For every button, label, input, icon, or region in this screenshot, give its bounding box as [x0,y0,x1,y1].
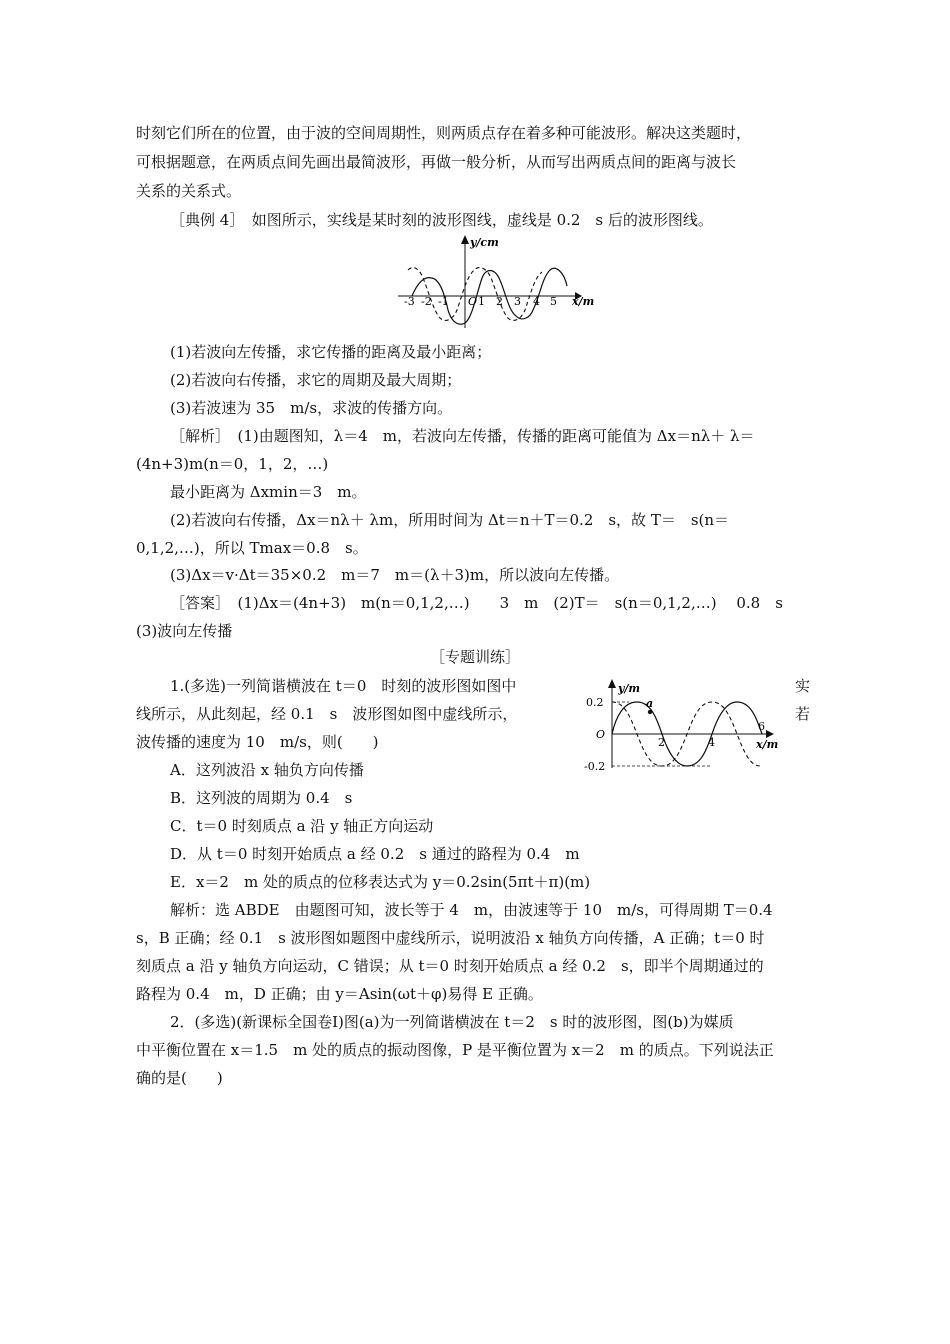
problem-2-line-1: 2．(多选)(新课标全国卷Ⅰ)图(a)为一列简谐横波在 t＝2 s 时的波形图，图(b)为媒质 [170,1013,734,1031]
y-axis-arrow [461,235,469,244]
problem-1-line-2: 线所示，从此刻起，经 0.1 s 波形图如图中虚线所示， [136,705,518,723]
tick-label: 1 [478,295,485,308]
tick-label: 4 [708,736,715,749]
analysis-line-3: 最小距离为 Δxmin＝3 m。 [170,483,367,501]
origin-label: O [468,295,478,308]
problem-2-line-2: 中平衡位置在 x＝1.5 m 处的质点的振动图像，P 是平衡位置为 x＝2 m 的质点。下列说法正 [136,1041,774,1059]
point-a [648,710,652,714]
section-title: ［专题训练］ [429,648,520,666]
y-bottom-label: -0.2 [584,760,606,772]
option-b: B．这列波的周期为 0.4 s [170,789,353,807]
origin-label: O [596,728,606,741]
wave-figure-1 [390,230,600,336]
problem-1-line-3: 波传播的速度为 10 m/s，则( ) [136,733,379,751]
solution-line-4: 路程为 0.4 m，D 正确；由 y＝Asin(ωt＋φ)易得 E 正确。 [136,985,543,1003]
problem-1-line-1-end: 实 [795,677,811,695]
tick-label: -2 [421,295,432,308]
y-axis-label: y/m [618,682,641,695]
y-axis-label: y/cm [470,236,499,249]
solution-line-2: s，B 正确；经 0.1 s 波形图如题图中虚线所示，说明波沿 x 轴负方向传播，A 正确；t＝0 时 [136,929,765,947]
intro-line-3: 关系的关系式。 [136,182,242,200]
tick-label: 6 [758,720,765,733]
solution-line-1: 解析：选 ABDE 由题图可知，波长等于 4 m，由波速等于 10 m/s，可得周期 T＝0.4 [170,901,773,919]
question-1: (1)若波向左传播，求它传播的距离及最小距离； [170,343,492,361]
option-a: A．这列波沿 x 轴负方向传播 [170,761,364,779]
tick-label: 3 [514,295,521,308]
analysis-line-5: 0,1,2,…)，所以 Tmax＝0.8 s。 [136,539,368,557]
x-axis-label: x/m [572,295,595,308]
y-axis-arrow [608,679,616,688]
analysis-line-4: (2)若波向右传播，Δx＝nλ＋ λm，所用时间为 Δt＝n＋T＝0.2 s，故 T＝ s(n＝ [170,511,730,529]
tick-label: -3 [404,295,415,308]
question-3: (3)若波速为 35 m/s，求波的传播方向。 [170,399,453,417]
tick-label: 2 [496,295,503,308]
tick-label: -1 [438,295,449,308]
tick-label: 4 [533,295,540,308]
option-d: D．从 t＝0 时刻开始质点 a 经 0.2 s 通过的路程为 0.4 m [170,845,580,863]
x-axis-label: x/m [756,738,779,751]
dashed-wave [408,268,542,321]
answer-line-2: (3)波向左传播 [136,622,233,640]
problem-1-line-1: 1.(多选)一列简谐横波在 t＝0 时刻的波形图如图中 [170,677,517,695]
question-2: (2)若波向右传播，求它的周期及最大周期； [170,371,462,389]
intro-line-1: 时刻它们所在的位置，由于波的空间周期性，则两质点存在着多种可能波形。解决这类题时， [136,124,752,142]
answer-line-1: ［答案］ (1)Δx＝(4n+3) m(n＝0,1,2,…) 3 m (2)T＝ s(n＝0,1,2,…) 0.8 s [170,594,783,612]
y-top-label: 0.2 [586,696,604,709]
analysis-line-6: (3)Δx＝v·Δt＝35×0.2 m＝7 m＝(λ＋3)m，所以波向左传播。 [170,566,620,584]
tick-label: 2 [658,736,665,749]
analysis-line-2: (4n+3)m(n＝0，1，2，…) [136,455,329,473]
option-e: E．x＝2 m 处的质点的位移表达式为 y＝0.2sin(5πt＋π)(m) [170,873,591,891]
problem-2-line-3: 确的是( ) [136,1069,223,1087]
point-a-label: a [646,697,654,710]
solution-line-3: 刻质点 a 沿 y 轴负方向运动，C 错误；从 t＝0 时刻开始质点 a 经 0.2 s，即半个周期通过的 [136,957,764,975]
problem-1-line-2-end: 若 [795,705,811,723]
example-title: ［典例 4］ 如图所示，实线是某时刻的波形图线，虚线是 0.2 s 后的波形图线。 [170,211,713,229]
wave-figure-2 [584,676,784,772]
x-axis-arrow [766,730,774,738]
analysis-line-1: ［解析］ (1)由题图知，λ＝4 m，若波向左传播，传播的距离可能值为 Δx＝nλ＋ λ＝ [170,427,755,445]
intro-line-2: 可根据题意，在两质点间先画出最简波形，再做一般分析，从而写出两质点间的距离与波长 [136,153,737,171]
option-c: C．t＝0 时刻质点 a 沿 y 轴正方向运动 [170,817,434,835]
tick-label: 5 [550,295,557,308]
